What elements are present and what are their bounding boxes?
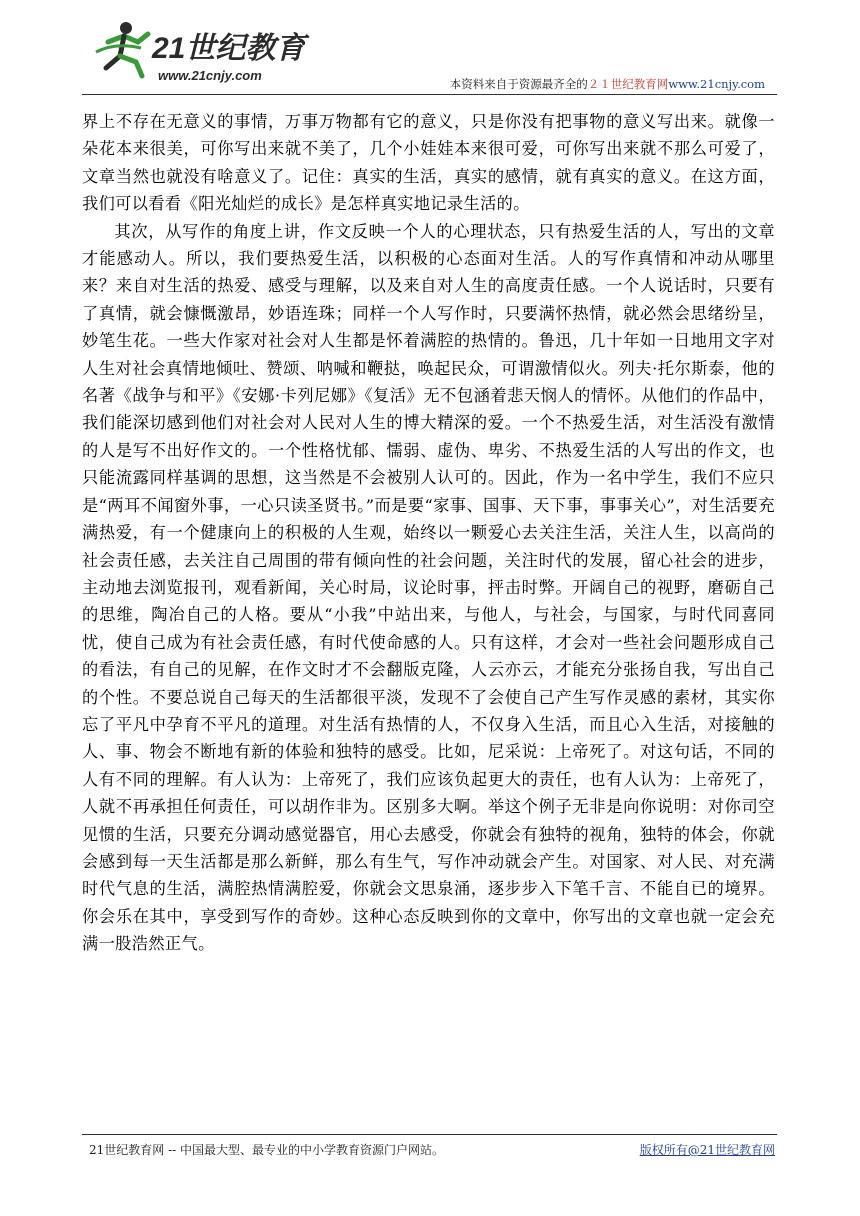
footer-copyright-link[interactable]: 版权所有@21世纪教育网 bbox=[639, 1143, 775, 1157]
site-logo[interactable] bbox=[86, 12, 306, 90]
footer-site-description: 21世纪教育网 -- 中国最大型、最专业的中小学教育资源门户网站。 bbox=[89, 1143, 445, 1157]
header-note-site-link[interactable]: www.21cnjy.com bbox=[668, 77, 765, 91]
header-source-note bbox=[450, 76, 765, 92]
running-figure-icon bbox=[96, 22, 148, 76]
header-note-org: ２１世纪教育网 bbox=[587, 77, 669, 91]
logo-url: www.21cnjy.com bbox=[158, 68, 262, 83]
article-body bbox=[82, 108, 775, 958]
footer-divider bbox=[82, 1134, 777, 1135]
header-note-prefix: 本资料来自于资源最齐全的 bbox=[449, 77, 588, 91]
header-divider bbox=[82, 94, 777, 95]
paragraph-2: 其次，从写作的角度上讲，作文反映一个人的心理状态，只有热爱生活的人，写出的文章才能感动人。所以，我们要热爱生活，以积极的心态面对生活。人的写作真情和冲动从哪里来？来自对生活的热爱、感受与理解，以及来自对人生的高度责任感。一个人说话时，只要有了真情，就会慷慨激昂，妙语连珠；同样一个人写作时，只要满怀热情，就必然会思绪纷呈，妙笔生花。一些大作家对社会对人生都是怀着满腔的热情的。鲁迅，几十年如一日地用文字对人生对社会真情地倾吐、赞颂、呐喊和鞭挞，唤起民众，可谓激情似火。列夫·托尔斯泰，他的名著《战争与和平》《安娜·卡列尼娜》《复活》无不包涵着悲天悯人的情怀。从他们的作品中，我们能深切感到他们对社会对人民对人生的博大精深的爱。一个不热爱生活，对生活没有激情的人是写不出好作文的。一个性格忧郁、懦弱、虚伪、卑劣、不热爱生活的人写出的作文，也只能流露同样基调的思想，这当然是不会被别人认可的。因此，作为一名中学生，我们不应只是“两耳不闻窗外事，一心只读圣贤书。”而是要“家事、国事、天下事，事事关心”，对生活要充满热爱，有一个健康向上的积极的人生观，始终以一颗爱心去关注生活，关注人生，以高尚的社会责任感，去关注自己周围的带有倾向性的社会问题，关注时代的发展，留心社会的进步，主动地去浏览报刊，观看新闻，关心时局，议论时事，抨击时弊。开阔自己的视野，磨砺自己的思维，陶冶自己的人格。要从“小我”中站出来，与他人，与社会，与国家，与时代同喜同忧，使自己成为有社会责任感，有时代使命感的人。只有这样，才会对一些社会问题形成自己的看法，有自己的见解，在作文时才不会翻版克隆，人云亦云，才能充分张扬自我，写出自己的个性。不要总说自己每天的生活都很平淡，发现不了会使自己产生写作灵感的素材，其实你忘了平凡中孕育不平凡的道理。对生活有热情的人，不仅身入生活，而且心入生活，对接触的人、事、物会不断地有新的体验和独特的感受。比如，尼采说：上帝死了。对这句话，不同的人有不同的理解。有人认为：上帝死了，我们应该负起更大的责任，也有人认为：上帝死了，人就不再承担任何责任，可以胡作非为。区别多大啊。举这个例子无非是向你说明：对你司空见惯的生活，只要充分调动感觉器官，用心去感受，你就会有独特的视角，独特的体会，你就会感到每一天生活都是那么新鲜，那么有生气，写作冲动就会产生。对国家、对人民、对充满时代气息的生活，满腔热情满腔爱，你就会文思泉涌，逐步步入下笔千言、不能自已的境界。你会乐在其中，享受到写作的奇妙。这种心态反映到你的文章中，你写出的文章也就一定会充满一股浩然正气。 bbox=[82, 221, 775, 954]
page-header bbox=[82, 10, 777, 90]
logo-wordmark: 21世纪教育 bbox=[152, 32, 306, 65]
paragraph-1: 界上不存在无意义的事情，万事万物都有它的意义，只是你没有把事物的意义写出来。就像一朵花本来很美，可你写出来就不美了，几个小娃娃本来很可爱，可你写出来就不那么可爱了，文章当然也就没有啥意义了。记住：真实的生活，真实的感情，就有真实的意义。在这方面，我们可以看看《阳光灿烂的成长》是怎样真实地记录生活的。 bbox=[82, 112, 775, 214]
